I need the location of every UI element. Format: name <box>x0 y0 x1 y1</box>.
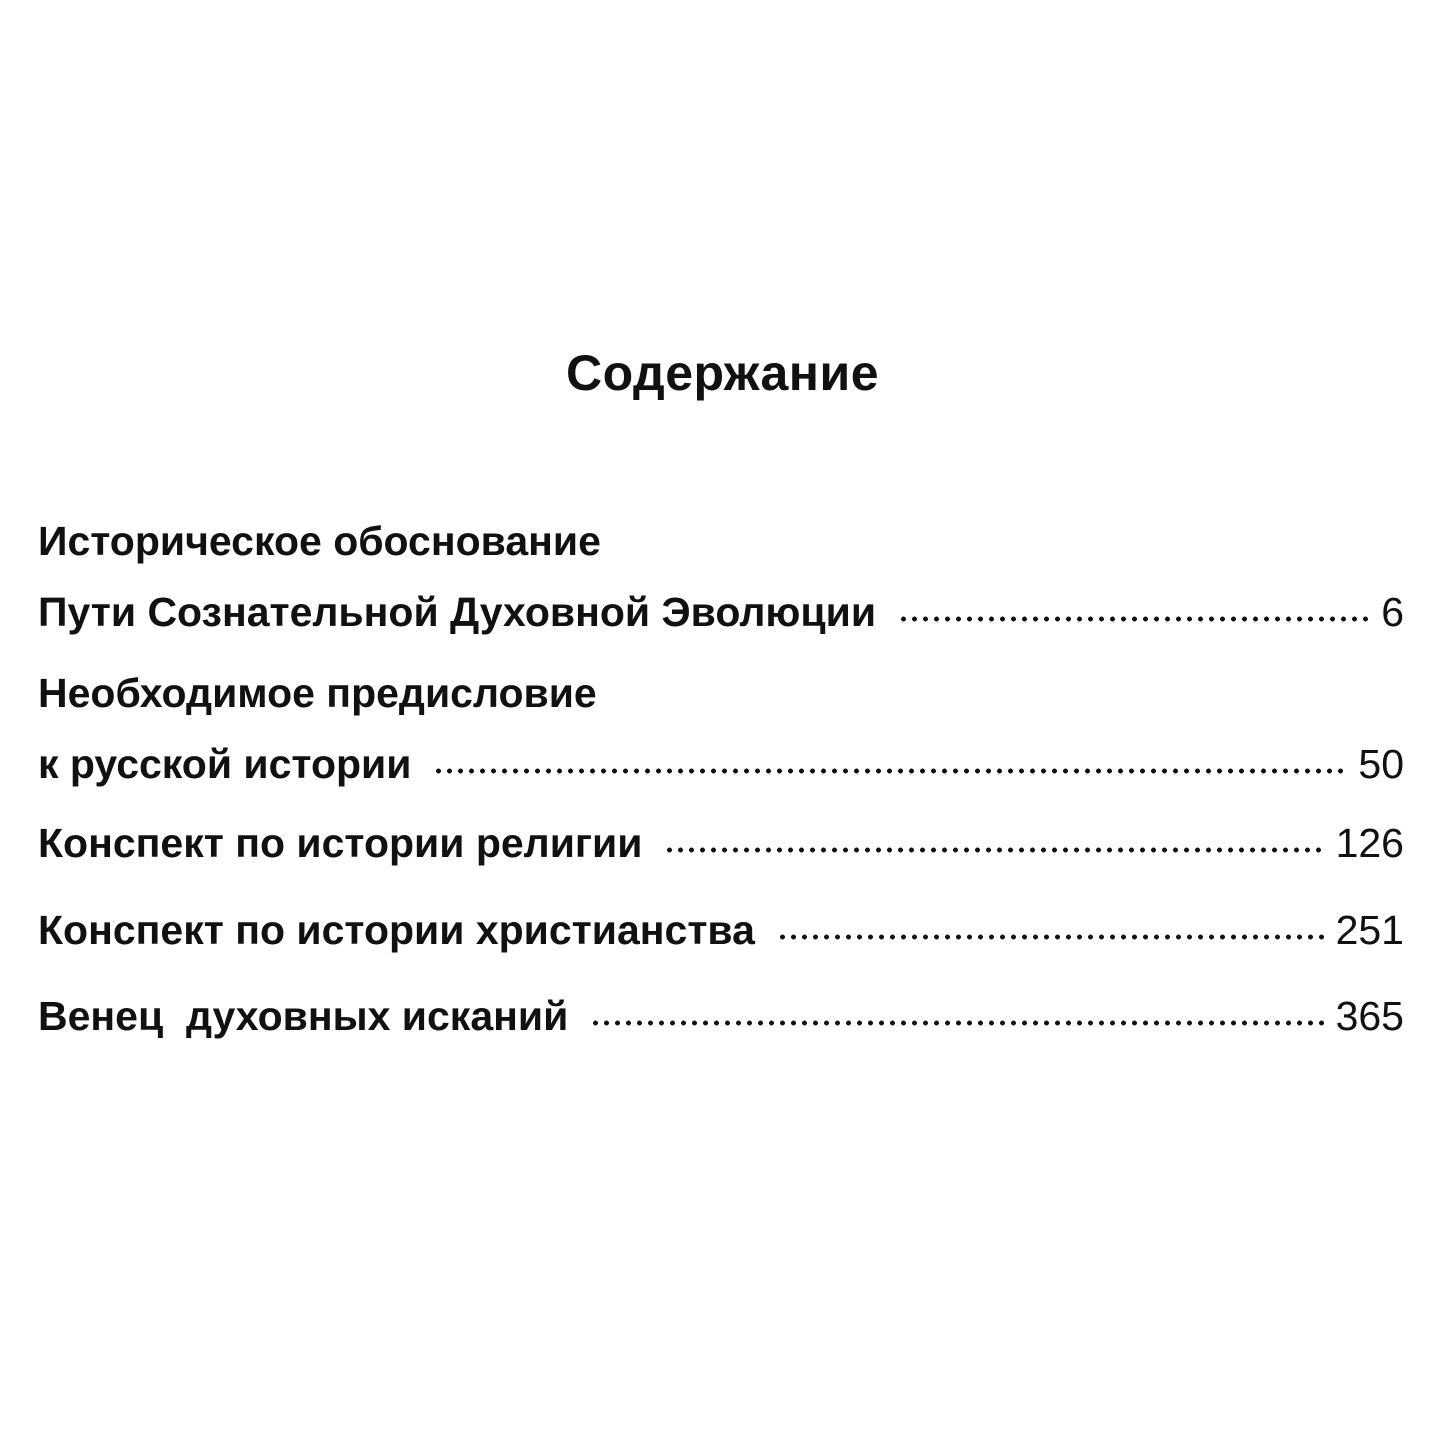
toc-entry-line <box>38 515 1404 567</box>
toc-entry-title: Пути Сознательной Духовной Эволюции <box>38 589 877 635</box>
toc-entry[interactable] <box>38 817 1404 869</box>
toc-entry-title: Конспект по истории христианства <box>38 907 755 953</box>
toc-page-number: 365 <box>1335 993 1404 1039</box>
dot-leader <box>777 932 1326 942</box>
dot-leader <box>664 845 1325 855</box>
toc-page-number: 126 <box>1335 820 1404 866</box>
toc-entry[interactable] <box>38 667 1404 790</box>
toc-entry-line <box>38 990 1404 1042</box>
dot-leader <box>898 614 1371 624</box>
toc-entry-title: Конспект по истории религии <box>38 820 643 866</box>
toc-page-number: 251 <box>1335 907 1404 953</box>
toc-page-number: 6 <box>1381 589 1404 635</box>
toc-entry-line <box>38 738 1404 790</box>
page-title: Содержание <box>565 345 880 401</box>
toc-entry[interactable] <box>38 515 1404 638</box>
toc-entry-line <box>38 667 1404 719</box>
toc-entry[interactable] <box>38 904 1404 956</box>
dot-leader <box>590 1018 1325 1028</box>
toc-entry-title: Историческое обоснование <box>38 518 601 564</box>
toc-entry[interactable] <box>38 990 1404 1042</box>
toc-entry-line <box>38 817 1404 869</box>
toc-page-number: 50 <box>1358 741 1404 787</box>
dot-leader <box>433 766 1348 776</box>
toc-entry-title: Необходимое предисловие <box>38 670 597 716</box>
toc-entry-title: Венец духовных исканий <box>38 993 569 1039</box>
toc-entry-line <box>38 904 1404 956</box>
toc-entry-line <box>38 586 1404 638</box>
toc-entry-title: к русской истории <box>38 741 412 787</box>
